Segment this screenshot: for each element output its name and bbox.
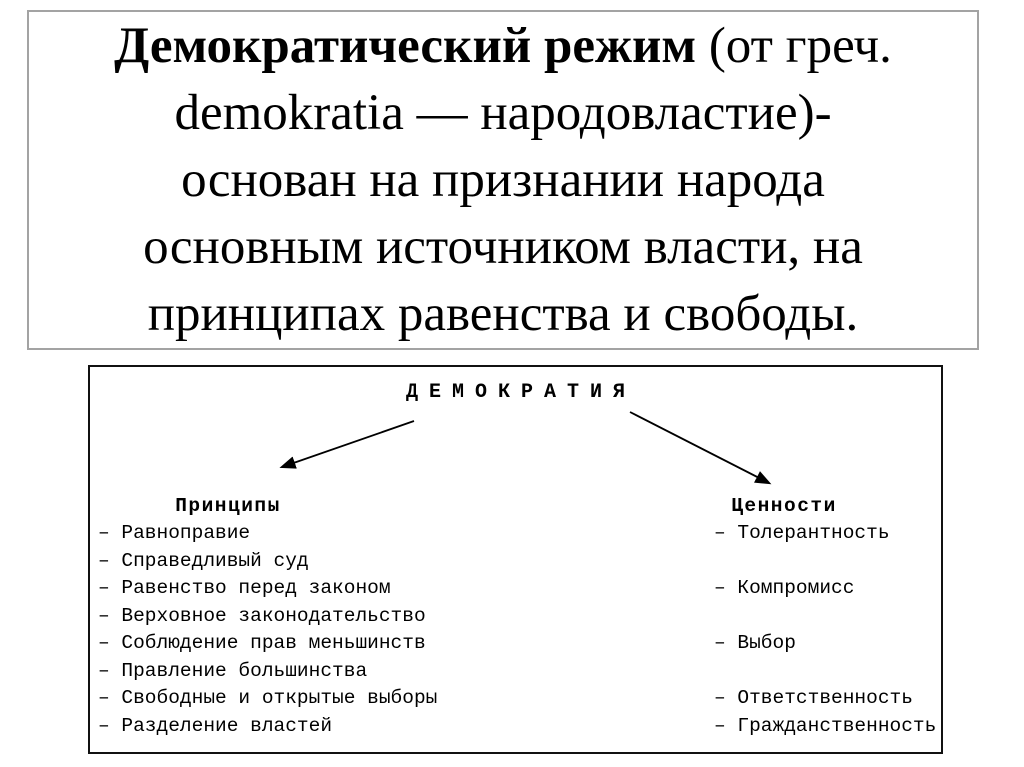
principles-column	[98, 492, 518, 740]
values-column	[714, 492, 942, 740]
left-arrow	[282, 421, 414, 467]
definition-line-1	[114, 13, 892, 80]
values-item-spacer	[714, 658, 942, 686]
principles-item: – Правление большинства	[98, 659, 368, 682]
values-item: – Толерантность	[714, 522, 890, 544]
diagram-heading: ДЕМОКРАТИЯ	[405, 381, 637, 404]
definition-line-4: основным источником власти, на	[143, 218, 863, 275]
values-item-spacer	[714, 548, 942, 576]
values-item-spacer	[714, 603, 942, 631]
principles-item: – Справедливый суд	[98, 549, 309, 572]
definition-line-3: основан на признании народа	[181, 151, 825, 208]
definition-term: Демократический режим	[114, 17, 697, 74]
values-header: Ценности	[731, 495, 837, 517]
values-item: – Компромисс	[714, 577, 855, 599]
values-item: – Гражданственность	[714, 714, 937, 737]
principles-item: – Верховное законодательство	[98, 604, 426, 627]
principles-item: – Разделение властей	[98, 714, 333, 737]
definition-line-5: принципах равенства и свободы.	[147, 285, 859, 342]
definition-text-box	[27, 10, 979, 350]
definition-line-1-rest: (от греч.	[696, 17, 892, 74]
right-arrow	[630, 412, 769, 483]
values-item: – Ответственность	[714, 687, 913, 709]
definition-line-2: demokratia — народовластие)-	[174, 84, 832, 141]
principles-header: Принципы	[175, 495, 281, 517]
democracy-diagram	[88, 365, 943, 754]
principles-item: – Свободные и открытые выборы	[98, 687, 438, 709]
principles-item: – Равноправие	[98, 522, 251, 544]
principles-item: – Соблюдение прав меньшинств	[98, 632, 426, 654]
principles-item: – Равенство перед законом	[98, 577, 391, 599]
values-item: – Выбор	[714, 632, 796, 654]
